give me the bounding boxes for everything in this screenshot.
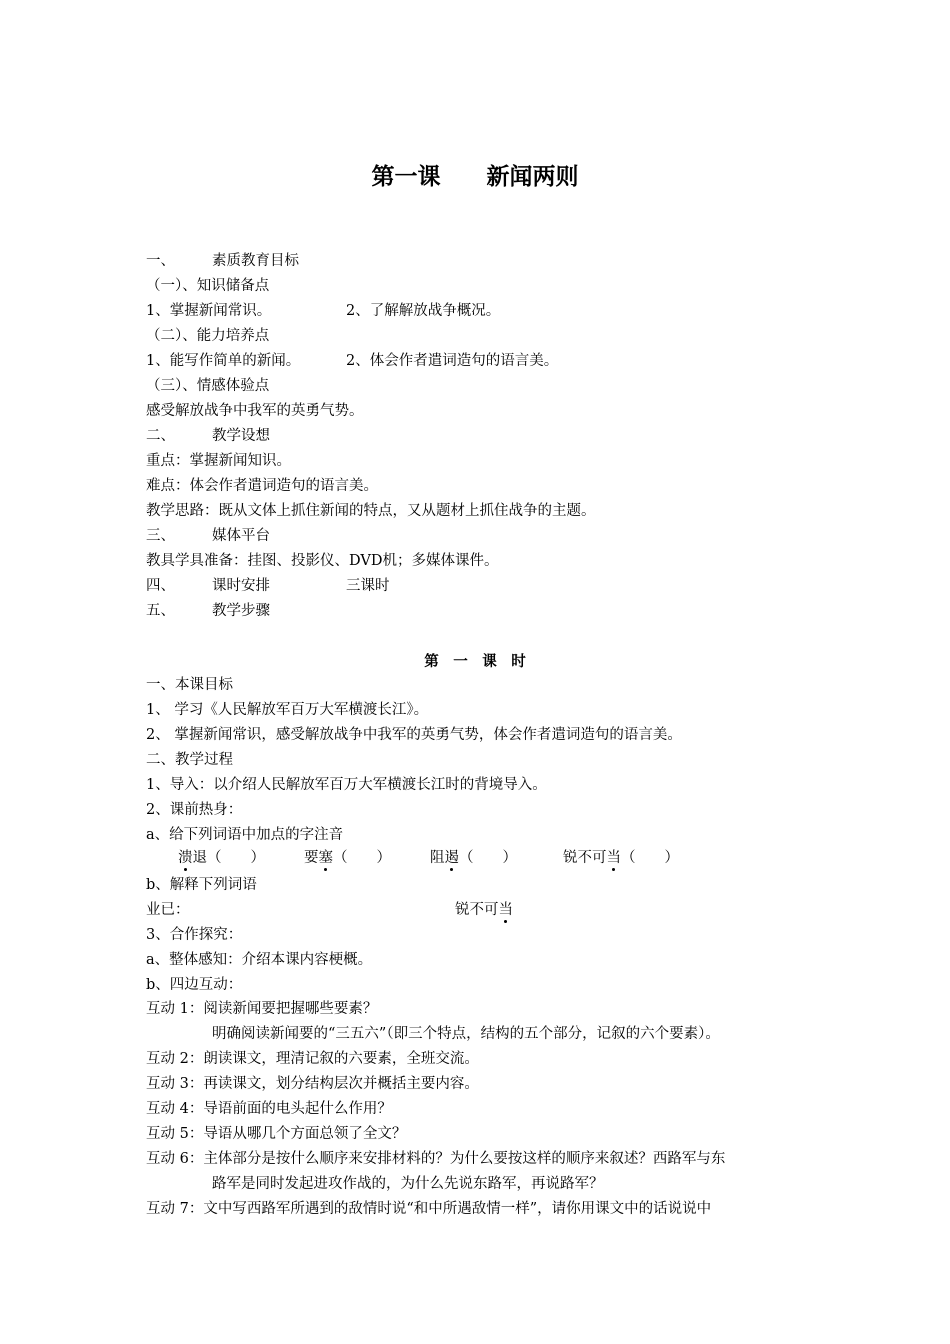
page-title: 第一课 新闻两则 (371, 163, 579, 190)
word-1-dotted-char: 溃 (178, 850, 193, 866)
emotion-heading: （三）、情感体验点 (146, 378, 270, 394)
interaction-4: 互动 4：导语前面的电头起什么作用？ (146, 1101, 392, 1117)
word-4-blank: （ ） (621, 850, 679, 866)
explore-b: b、四边互动： (146, 977, 243, 993)
knowledge-item-2: 2、了解解放战争概况。 (346, 303, 501, 319)
word-4 (563, 848, 679, 868)
interaction-1-answer: 明确阅读新闻要的“三五六”（即三个特点，结构的五个部分，记叙的六个要素）。 (212, 1026, 720, 1042)
section-4-heading: 课时安排 (212, 578, 270, 594)
section-3-heading: 媒体平台 (212, 528, 270, 544)
section-5-number: 五、 (146, 603, 175, 619)
knowledge-heading: （一）、知识储备点 (146, 278, 270, 294)
process-intro: 1、导入：以介绍人民解放军百万大军横渡长江时的背境导入。 (146, 777, 547, 793)
focus-line: 重点：掌握新闻知识。 (146, 453, 291, 469)
word-3 (430, 848, 517, 868)
word-3-dotted-char: 遏 (444, 850, 459, 866)
section-1-heading: 素质教育目标 (212, 253, 299, 269)
explain-2 (455, 900, 513, 920)
warmup-a: a、给下列词语中加点的字注音 (146, 827, 344, 843)
warmup-b: b、解释下列词语 (146, 877, 257, 893)
interaction-1: 互动 1：阅读新闻要把握哪些要素？ (146, 1001, 378, 1017)
explain-2-chars: 锐不可 (455, 902, 499, 918)
ability-item-1: 1、能写作简单的新闻。 (146, 353, 301, 369)
word-4-dotted-char: 当 (606, 850, 621, 866)
ability-item-2: 2、体会作者遣词造句的语言美。 (346, 353, 559, 369)
word-2 (304, 848, 391, 868)
goal-1: 1、 学习《人民解放军百万大军横渡长江》。 (146, 702, 429, 718)
process-title: 二、教学过程 (146, 752, 233, 768)
word-2-dotted-char: 塞 (318, 850, 333, 866)
interaction-3: 互动 3：再读课文，划分结构层次并概括主要内容。 (146, 1076, 479, 1092)
section-4-value: 三课时 (346, 578, 390, 594)
section-4-number: 四、 (146, 578, 175, 594)
section-1-number: 一、 (146, 253, 175, 269)
word-4-chars: 锐不可 (563, 850, 607, 866)
word-1-rest: 退（ ） (192, 850, 265, 866)
interaction-2: 互动 2：朗读课文，理清记叙的六要素，全班交流。 (146, 1051, 479, 1067)
section-3-number: 三、 (146, 528, 175, 544)
process-warmup: 2、课前热身： (146, 802, 243, 818)
idea-line: 教学思路：既从文体上抓住新闻的特点，又从题材上抓住战争的主题。 (146, 503, 596, 519)
difficulty-line: 难点：体会作者遣词造句的语言美。 (146, 478, 378, 494)
emotion-item: 感受解放战争中我军的英勇气势。 (146, 403, 364, 419)
tools-line: 教具学具准备：挂图、投影仪、DVD机；多媒体课件。 (146, 553, 499, 569)
goal-2: 2、 掌握新闻常识，感受解放战争中我军的英勇气势，体会作者遣词造句的语言美。 (146, 727, 682, 743)
word-3-char: 阻 (430, 850, 445, 866)
interaction-6: 互动 6：主体部分是按什么顺序来安排材料的？为什么要按这样的顺序来叙述？西路军与东 (146, 1151, 726, 1167)
section-2-heading: 教学设想 (212, 428, 270, 444)
process-explore: 3、合作探究： (146, 927, 243, 943)
section-2-number: 二、 (146, 428, 175, 444)
section-5-heading: 教学步骤 (212, 603, 270, 619)
explain-1: 业已： (146, 902, 190, 918)
explain-2-dotted-char: 当 (498, 902, 513, 918)
goal-title: 一、本课目标 (146, 677, 233, 693)
word-2-char: 要 (304, 850, 319, 866)
word-2-blank: （ ） (333, 850, 391, 866)
word-1 (178, 848, 265, 868)
lesson-1-heading: 第 一 课 时 (424, 653, 526, 670)
interaction-5: 互动 5：导语从哪几个方面总领了全文？ (146, 1126, 407, 1142)
explore-a: a、整体感知：介绍本课内容梗概。 (146, 952, 373, 968)
ability-heading: （二）、能力培养点 (146, 328, 270, 344)
interaction-6-cont: 路军是同时发起进攻作战的，为什么先说东路军，再说路军？ (212, 1176, 604, 1192)
interaction-7: 互动 7：文中写西路军所遇到的敌情时说“和中所遇敌情一样”，请你用课文中的话说说中 (146, 1201, 712, 1217)
word-3-blank: （ ） (459, 850, 517, 866)
knowledge-item-1: 1、掌握新闻常识。 (146, 303, 272, 319)
